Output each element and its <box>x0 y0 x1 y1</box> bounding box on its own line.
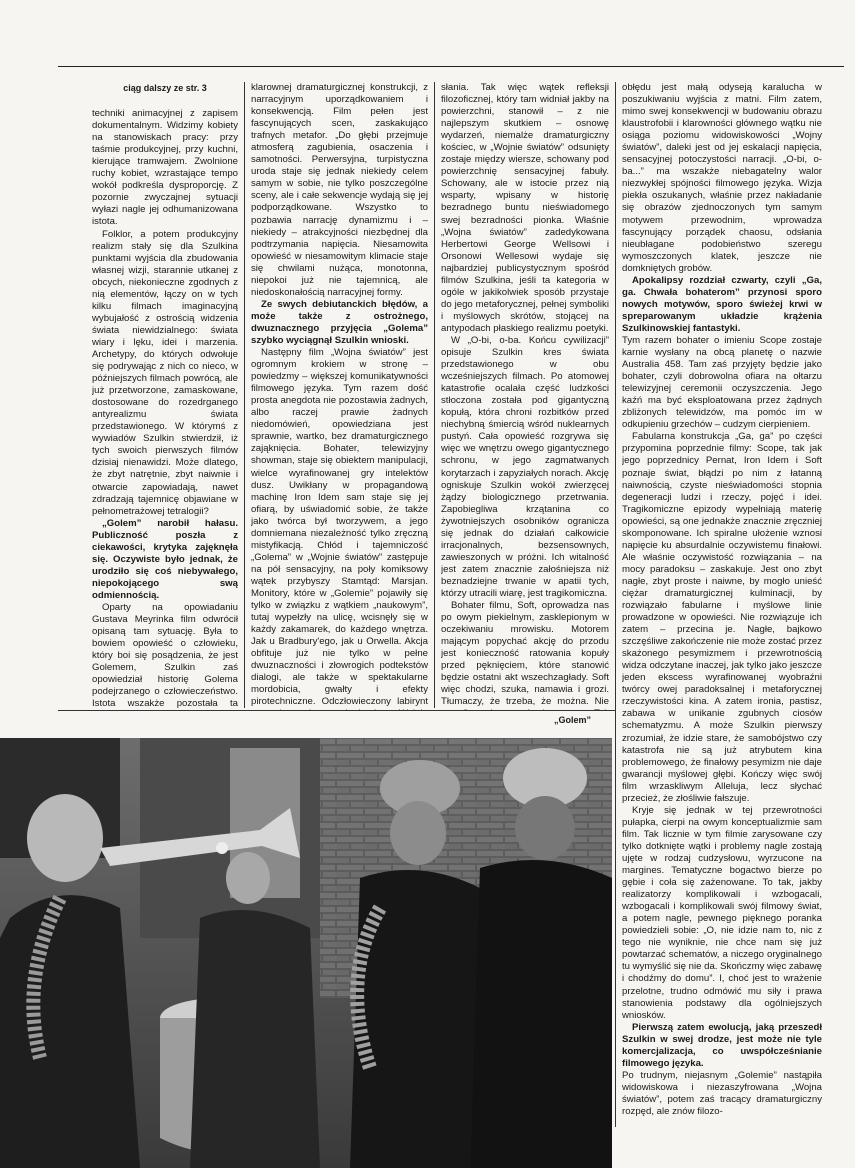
paragraph: klarownej dramaturgicznej konstrukcji, z narracyjnym uporządkowaniem i konsekwencją. Film pełen jest fascynujących scen, zaskakująco trafnych metafor. „Do głębi przejmuje atmosferą zagubienia, osaczenia i samotności. Perwersyjna, turpistyczna uroda staje się jednak niekiedy celem samym w sobie, nie tylko poszczególne sceny, ale i całe sekwencje wydają się jej podporządkowane. Wszystko to pozbawia narrację dynamizmu i – niekiedy – atrakcyjności niezbędnej dla podtrzymania napięcia. Niesamowita opowieść w niesamowitym klimacie staje się chwilami nużąca, monotonna, niepokoi już nie tajemnicą, ale niedoskonałością narracyjnej formy. <box>251 82 428 298</box>
paragraph: słania. Tak więc wątek refleksji filozoficznej, który tam widniał jakby na powierzchni, stanowił – z nie najlepszym skutkiem – osnowę wydarzeń, niemalże dramaturgiczny kościec, w „Wojnie światów” odsunięty zostaje między wiersze, schowany pod powierzchnię sensacyjnej fabuły. Schowany, ale w istocie przez nią wsparty, wpisany w historię bezradnego buntu nieświadomego swej bezradności pionka. Właśnie „Wojna światów” zadedykowana Herbertowi George Wellsowi i Orsonowi Wellesowi wydaje się najbardziej publicystycznym spośród filmów Szulkina, jeśli ta kategoria w ogóle w jakikolwiek sposób przystaje do jego metaforycznej, pełnej symboliki i myślowych skrótów, stojącej na antypodach płaskiego realizmu poetyki. <box>441 82 609 334</box>
paragraph: Kryje się jednak w tej przewrotności pułapka, cierpi na owym konceptualizmie sam film. Tak licznie w tym filmie zarysowane czy tylko dotknięte wątki i problemy nagle zostają ujęte w rodzaj cudzysłowu, wyrzucone na margines. Tematyczne bogactwo bierze po gębie i coła się zażenowane. To tak, jakby realizatorzy komplikowali i wzbogacali, wzbogacali i komplikowali swój filmowy świat, a potem nagle, pewnego pięknego poranka powiedzieli sobie: „O, nie idzie nam to, nic z tego nie wyniknie, nie chce nam się już powtarzać schematów, a niczego oryginalnego tu wymyślić się nie da. Skończmy więc zabawę i chodźmy do domu”. I, choć jest to wrażenie przelotne, trudno odmówić mu siły i prawa stanowienia podstawy dla ogólniejszych wniosków. <box>622 804 822 1021</box>
paragraph: Ze swych debiutanckich błędów, a może także z ostrożnego, dwuznacznego przyjęcia „Golema” szybko wyciągnął Szulkin wnioski. <box>251 298 428 346</box>
paragraph: Po trudnym, niejasnym „Golemie” nastąpiła widowiskowa i niezaszyfrowana „Wojna światów”, potem zaś tracący dramaturgiczny rozpęd, ale znów filozo- <box>622 1069 822 1117</box>
continued-note: ciąg dalszy ze str. 3 <box>123 83 207 93</box>
column-divider <box>434 82 435 708</box>
paragraph: Tym razem bohater o imieniu Scope zostaje karnie wysłany na obcą planetę o nazwie Australia 458. Tam zaś przyjęty będzie jako bohater, czyli dobrowolna ofiara na ołtarzu telewizyjnej ceremonii oczyszczenia. Jego kaźń ma być eksploatowana przez żądnych zbliżonych telewidzów, ma pomóc im w odkupieniu grzechów – cudzym cierpieniem. <box>622 334 822 431</box>
paragraph: Fabularna konstrukcja „Ga, ga” po części przypomina poprzednie filmy: Scope, tak jak jego poprzednicy Pernat, Iron Idem i Soft poznaje świat, błądzi po nim z łatanną naiwnością, czyste nieświadomości stopnia degeneracji ludzi i rzeczy, pojęć i idei. Tragikomiczne epizody wypełniają materię opowieści, są one jednakże znacznie zręczniej skomponowane. Ich spiralne ułożenie wznosi napięcie ku absurdalnie oczywistemu finałowi. Ale właśnie oczywistość rozwiązania – na mocy paradoksu – zaskakuje. Jest ono zbyt nagłe, zbyt proste i naiwne, by mogło unieść ciężar dramaturgicznej kulminacji, by rozwiązało fabularne i myślowe linie prowadzone w opowieści. Nie rozwiązuje ich zatem – przecina je. Nagłe, bajkowo szczęśliwe zakończenie nie może zostać przez skażonego pesymizmem i przewrotnością widza odczytane inaczej, jak tylko jako jeszcze jeden ekscess wyrafinowanej wyobraźni twórcy owej paradoksalnej i metaforycznej rzeczywistości kina. A zatem ironia, pastisz, zabawa w unikanie zgubnych ciosów schematyzmu. A może Szulkin pierwszy zrozumiał, że idzie stare, że samobójstwo czy katastrofa nie są już atrybutem kina problemowego, że finałowy pesymizm nie daje gwarancji myślowej głębi. Kończy więc swój film wrzaskliwym Alleluja, lecz słychać przecież, że złośliwie fałszuje. <box>622 431 822 804</box>
paragraph: „Golem” narobił hałasu. Publiczność poszła z ciekawości, krytyka zajęknęła się. Oczywiste było jednak, że urodziło się coś niebywałego, niepokojącego swą odmiennością. <box>92 517 238 601</box>
paragraph: Apokalipsy rozdział czwarty, czyli „Ga, ga. Chwała bohaterom” przynosi sporo nowych motywów, sporo świeżej krwi w spreparowanym układzie krążenia Szulkinowskiej fantastyki. <box>622 274 822 334</box>
paragraph: Bohater filmu, Soft, oprowadza nas po owym piekielnym, zasklepionym w oczekiwaniu mrowisku. Motorem mającym popychać akcję do przodu jest konieczność ratowania kopuły przed pęknięciem, które stanowić będzie ostatni akt wszechzagłady. Soft więc chodzi, szuka, namawia i grozi. Tłumaczy, że trzeba, że można. Nie <box>441 600 609 708</box>
paragraph: Folklor, a potem produkcyjny realizm stały się dla Szulkina punktami wyjścia dla zbudowania własnej wizji, starannie utkanej z obcych, niekonieczne zgodnych z nią elementów, łączy on w tych kilku filmach imaginacyjną wybujałość z ostrością widzenia świata niewidzialnego: świata wiary i lęku, idei i marzenia. Archetypy, do których odwołuje się podrywając z nich co nieco, w późniejszych filmach powrócą, ale już przetworzone, zamaskowane, dostosowane do rozedrganego antyrealizmu świata przedstawionego. W którymś z wywiadów Szulkin stwierdził, iż tych swoich pierwszych filmów dzisiaj nienawidzi. Może dlatego, że zbyt natrętnie, zbyt naiwnie i otwarcie zapowiadają, nawet zdradzają tajemnicę objawiane w pełnometrażowej tetralogii? <box>92 228 238 517</box>
paragraph: obłędu jest małą odyseją karalucha w poszukiwaniu wyjścia z matni. Film zatem, mimo swej konsekwencji w budowaniu obrazu klaustrofobii i klarowności głównego wątku nie osiąga poziomu widowiskowości „Wojny światów”, daleki jest od jej eskalacji napięcia, sensacyjnej potoczystości narracji. „O-bi, o-ba...” ma wszakże niebagatelny walor niezwykłej spójności filmowego języka. Wizja piekła oszukanych, właśnie przez nakładanie się obrazów zjednoczonych tym samym motywem przewodnim, wprowadza fascynujący porządek chaosu, odsłania nieubłagane podobieństwo szeregu wymoszczonych klatek, jeszcze nie domkniętych grobów. <box>622 82 822 274</box>
paragraph: Pierwszą zatem ewolucją, jaką przeszedł Szulkin w swej drodze, jest może nie tyle komercjalizacja, co uwspółcześnianie filmowego języka. <box>622 1021 822 1069</box>
photo-illustration <box>0 738 612 1168</box>
column-3 <box>441 82 609 710</box>
text-bottom-rule <box>58 710 615 711</box>
top-rule <box>58 66 844 67</box>
column-4 <box>622 82 822 1127</box>
paragraph: W „O-bi, o-ba. Końcu cywilizacji” opisuje Szulkin kres świata przedstawionego w obu wcześniejszych filmach. Po atomowej katastrofie ocalała część ludzkości stłoczona została pod gigantyczną kopułą, która chroni rozbitków przed niechybną śmiercią wśród nuklearnych pustyń. Cała opowieść rozgrywa się więc we wnętrzu owego gigantycznego schronu, w jego zagmatwanych korytarzach i zapyziałych norach. Akcję ogniskuje Szulkin wokół zwierzęcej żądzy biologicznego przetrwania. Zapobiegliwa krzątanina co żywotniejszych osobników ogranicza się jednak do działań całkowicie irracjonalnych, bezsensownych, zawieszonych w próżni. Ich witalność jest zatem znacznie załośniejsza niż beznadziejne trwanie w apatii tych, którzy utracili wiarę, jest tragikomiczna. <box>441 334 609 599</box>
column-1 <box>92 82 238 710</box>
paragraph: Następny film „Wojna światów” jest ogromnym krokiem w stronę – powiedzmy – większej komunikatywności filmowego języka. Tym razem dość prosta anegdota nie pozostawia żadnych, albo raczej prawie żadnych niedomówień, opowiedziana jest sprawnie, wartko, bez dramaturgicznego zająknięcia. Bohater, telewizyjny showman, staje się obiektem manipulacji, wielce wyrafinowanej gry intelektów dusz. Uwikłany w propagandową machinę Iron Idem sam staje się jej ofiarą, by uświadomić sobie, że także jako twórca był tworzywem, a jego domniemana niezależność tylko zręczną mistyfikacją. Chłód i tajemniczość „Golema” w „Wojnie światów” zastępuje na pół sensacyjny, na poły komiksowy wątek przybyszy Stamtąd: Marsjan. Monitory, które w „Golemie” pojawiły się tylko w związku z wątkiem „naukowym”, tutaj wypełzły na ulicę, wcisnęły się w każdy zakamarek, do każdego wnętrza. Jak u Bradbury'ego, jak u Orwella. Akcja obfituje już nie tylko w pełne dwuznaczności i złowrogich podtekstów dialogi, ale także w spektakularne mordobicia, gwałty i efekty pirotechniczne. Odczłowieczony labirynt <box>251 347 428 708</box>
film-still-photo <box>0 738 612 1168</box>
column-2 <box>251 82 428 710</box>
paragraph: Oparty na opowiadaniu Gustava Meyrinka film odwrócił opisaną tam sytuację. Była to bowiem opowieść o człowieku, który boi się posądzenia, że jest Golemem, Szulkin zaś opowiedział historię Golema podejrzanego o człowieczeństwo. Istota wszakże pozostała ta <box>92 601 238 710</box>
column-divider <box>615 82 616 1127</box>
paragraph: techniki animacyjnej z zapisem dokumentalnym. Widzimy kobiety na stanowiskach pracy: przy taśmie produkcyjnej, przy kuchni, kierujące tramwajem. Zwolnione ruchy kobiet, wzrastające tempo wokół podkreśla dysproporcję. Z pozornie zwyczajnej sytuacji wyłazi nagle jej odhumanizowana istota. <box>92 108 238 228</box>
column-divider <box>244 82 245 708</box>
photo-caption: „Golem” <box>553 715 591 725</box>
